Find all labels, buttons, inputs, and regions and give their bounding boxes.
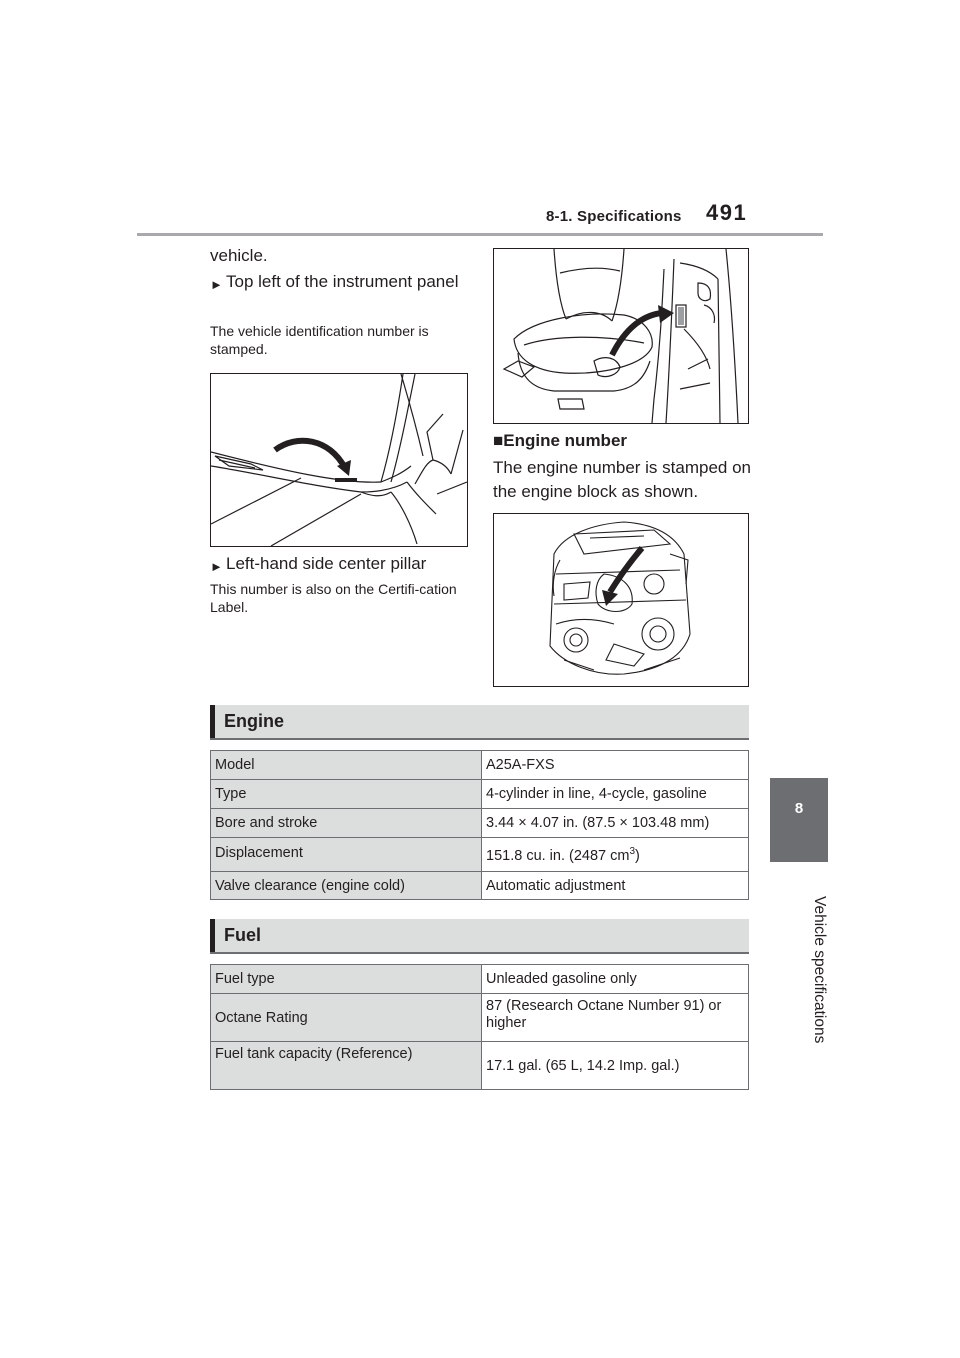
engine-spec-table xyxy=(210,750,749,900)
section-title: 8-1. Specifications xyxy=(546,208,682,225)
location-bullet-center-pillar: ► Left-hand side center pillar xyxy=(210,552,472,579)
engine-section-title: Engine xyxy=(224,711,285,731)
engine-block-illustration xyxy=(493,513,749,687)
spec-value: Automatic adjustment xyxy=(482,872,749,900)
spec-key: Bore and stroke xyxy=(211,809,482,838)
chapter-tab[interactable] xyxy=(770,778,828,862)
vin-note: The vehicle identification number is stamped. xyxy=(210,323,429,357)
spec-key: Fuel tank capacity (Reference) xyxy=(211,1042,482,1090)
table-row xyxy=(211,965,749,994)
table-row xyxy=(211,838,749,872)
triangle-bullet-icon: ► xyxy=(210,559,223,574)
table-row xyxy=(211,751,749,780)
spec-value: Unleaded gasoline only xyxy=(482,965,749,994)
table-row xyxy=(211,994,749,1042)
spec-key: Valve clearance (engine cold) xyxy=(211,872,482,900)
fuel-section-title: Fuel xyxy=(224,925,262,945)
spec-value: 3.44 × 4.07 in. (87.5 × 103.48 mm) xyxy=(482,809,749,838)
chapter-tab-label: Vehicle specifications xyxy=(811,896,828,1044)
engine-number-body: The engine number is stamped on the engine block as shown. xyxy=(493,458,751,501)
location-bullet-instrument-panel: ► Top left of the instrument panel xyxy=(210,270,470,297)
spec-value: 87 (Research Octane Number 91) or higher xyxy=(482,994,749,1042)
spec-value: A25A-FXS xyxy=(482,751,749,780)
table-row xyxy=(211,780,749,809)
chapter-tab-number: 8 xyxy=(794,800,804,817)
fuel-section-rule xyxy=(210,952,749,954)
engine-number-heading: ■Engine number xyxy=(493,431,628,450)
spec-key: Fuel type xyxy=(211,965,482,994)
table-row xyxy=(211,809,749,838)
spec-key: Type xyxy=(211,780,482,809)
spec-key: Octane Rating xyxy=(211,994,482,1042)
header-divider xyxy=(137,233,823,236)
table-row xyxy=(211,872,749,900)
table-row xyxy=(211,1042,749,1090)
center-pillar-illustration xyxy=(493,248,749,424)
triangle-bullet-icon: ► xyxy=(210,277,223,292)
certification-note: This number is also on the Certifi-cation Label. xyxy=(210,581,457,615)
fuel-spec-table xyxy=(210,964,749,1090)
spec-value: 151.8 cu. in. (2487 $cm^3$) xyxy=(482,838,749,872)
instrument-panel-illustration xyxy=(210,373,468,547)
spec-value: 4-cylinder in line, 4-cycle, gasoline xyxy=(482,780,749,809)
page-number: 491 xyxy=(706,200,748,225)
fuel-section-header xyxy=(210,919,749,952)
engine-section-header xyxy=(210,705,749,738)
spec-value: 17.1 gal. (65 L, 14.2 Imp. gal.) xyxy=(482,1042,749,1090)
intro-text: vehicle. xyxy=(210,246,268,265)
engine-section-rule xyxy=(210,738,749,740)
spec-key: Displacement xyxy=(211,838,482,872)
spec-key: Model xyxy=(211,751,482,780)
